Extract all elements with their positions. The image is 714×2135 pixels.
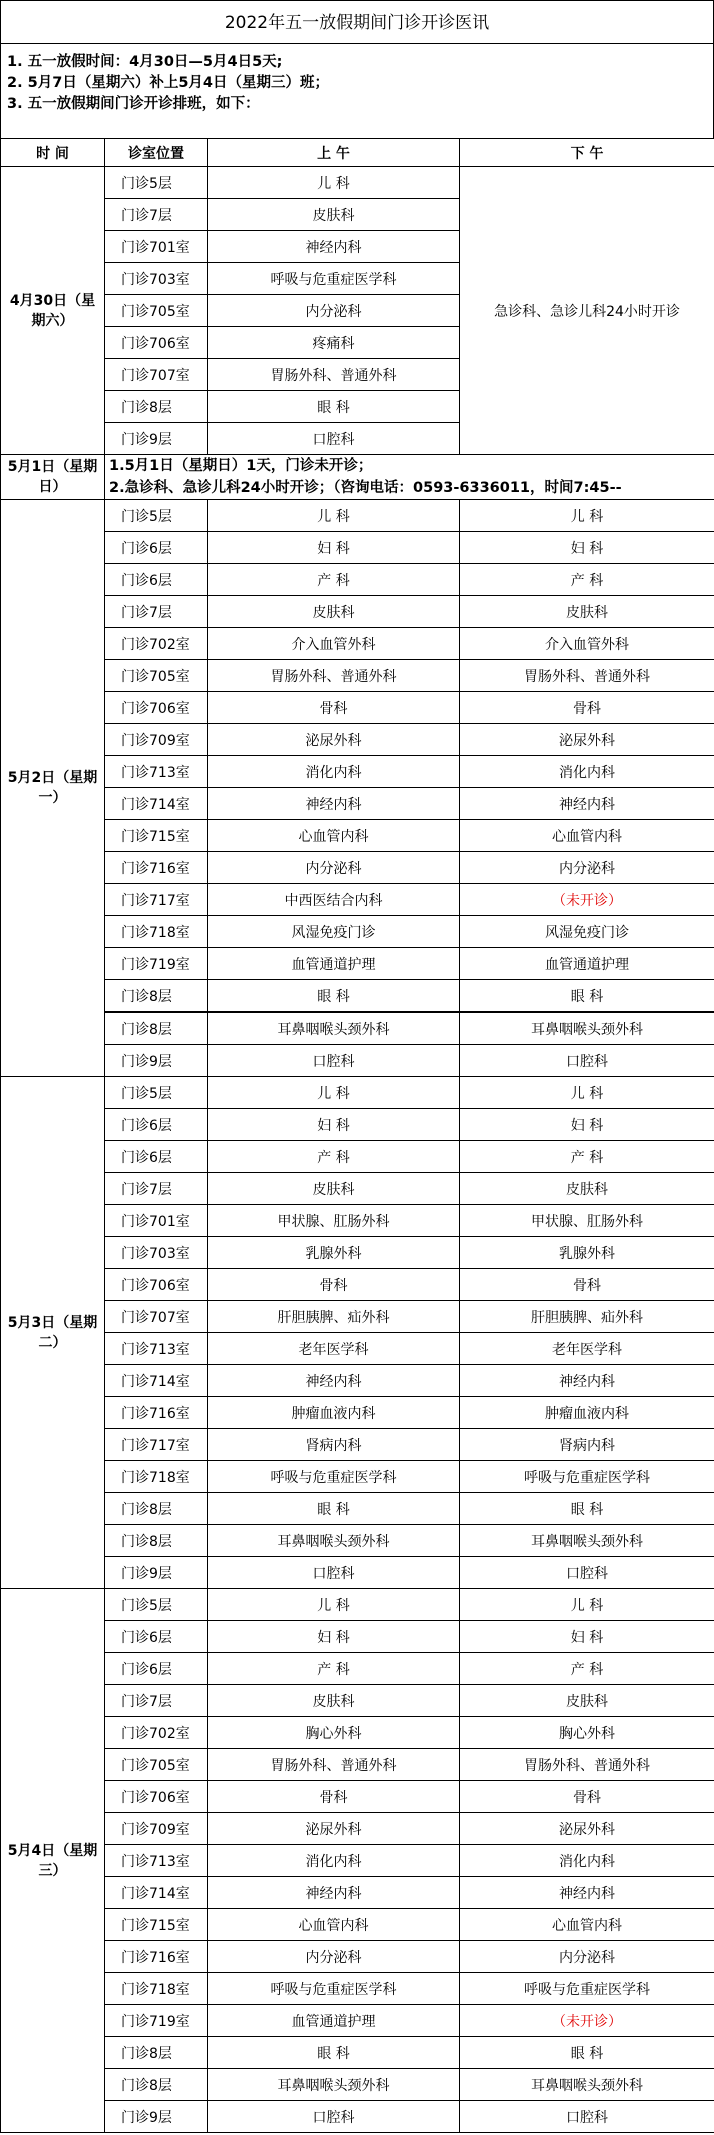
location-cell: 门诊715室 (105, 820, 208, 852)
table-row (1, 820, 714, 852)
am-department-cell: 胃肠外科、普通外科 (208, 359, 460, 391)
location-cell: 门诊9层 (105, 2101, 208, 2133)
location-cell: 门诊707室 (105, 359, 208, 391)
table-row (1, 1237, 714, 1269)
am-department-cell: 耳鼻咽喉头颈外科 (208, 1525, 460, 1557)
table-row (1, 1781, 714, 1813)
am-department-cell: 骨科 (208, 1781, 460, 1813)
location-cell: 门诊7层 (105, 1173, 208, 1205)
pm-department-cell: 泌尿外科 (460, 1813, 714, 1845)
am-department-cell: 肾病内科 (208, 1429, 460, 1461)
date-cell: 5月2日（星期一） (1, 500, 105, 1077)
note-line-1: 1. 五一放假时间：4月30日—5月4日5天; (7, 54, 283, 70)
am-department-cell: 儿 科 (208, 1077, 460, 1109)
table-row (1, 1621, 714, 1653)
pm-department-cell: 口腔科 (460, 2101, 714, 2133)
pm-department-cell: 产 科 (460, 1653, 714, 1685)
am-department-cell: 老年医学科 (208, 1333, 460, 1365)
table-row (1, 1749, 714, 1781)
pm-department-cell: 产 科 (460, 564, 714, 596)
table-row (1, 1909, 714, 1941)
am-department-cell: 疼痛科 (208, 327, 460, 359)
closed-day-info (105, 455, 714, 500)
location-cell: 门诊8层 (105, 2037, 208, 2069)
notes-block (0, 44, 714, 138)
location-cell: 门诊716室 (105, 852, 208, 884)
am-department-cell: 眼 科 (208, 1493, 460, 1525)
location-cell: 门诊714室 (105, 1877, 208, 1909)
am-department-cell: 内分泌科 (208, 852, 460, 884)
table-row (1, 1141, 714, 1173)
pm-department-cell: 乳腺外科 (460, 1237, 714, 1269)
location-cell: 门诊5层 (105, 1077, 208, 1109)
pm-department-cell: 神经内科 (460, 1365, 714, 1397)
am-department-cell: 儿 科 (208, 500, 460, 532)
am-department-cell: 乳腺外科 (208, 1237, 460, 1269)
table-row (1, 884, 714, 916)
am-department-cell: 介入血管外科 (208, 628, 460, 660)
table-row (1, 692, 714, 724)
pm-emergency-cell: 急诊科、急诊儿科24小时开诊 (460, 167, 714, 455)
location-cell: 门诊713室 (105, 1333, 208, 1365)
page-title: 2022年五一放假期间门诊开诊医讯 (0, 0, 714, 44)
pm-department-cell: 皮肤科 (460, 596, 714, 628)
pm-department-cell: 介入血管外科 (460, 628, 714, 660)
location-cell: 门诊716室 (105, 1397, 208, 1429)
table-row (1, 455, 714, 500)
am-department-cell: 神经内科 (208, 788, 460, 820)
header-time: 时 间 (1, 139, 105, 167)
date-cell: 5月4日（星期三） (1, 1589, 105, 2133)
pm-department-cell: 胃肠外科、普通外科 (460, 660, 714, 692)
table-row (1, 1333, 714, 1365)
location-cell: 门诊713室 (105, 756, 208, 788)
am-department-cell: 妇 科 (208, 1109, 460, 1141)
location-cell: 门诊714室 (105, 1365, 208, 1397)
note-line-3: 3. 五一放假期间门诊开诊排班，如下： (7, 96, 260, 112)
am-department-cell: 产 科 (208, 1141, 460, 1173)
pm-department-cell: 口腔科 (460, 1045, 714, 1077)
header-pm: 下 午 (460, 139, 714, 167)
pm-department-cell: 眼 科 (460, 1493, 714, 1525)
am-department-cell: 消化内科 (208, 1845, 460, 1877)
pm-department-cell: 神经内科 (460, 1877, 714, 1909)
location-cell: 门诊7层 (105, 199, 208, 231)
schedule-table (0, 138, 714, 2133)
pm-department-cell: 耳鼻咽喉头颈外科 (460, 1012, 714, 1045)
table-row (1, 1461, 714, 1493)
am-department-cell: 胃肠外科、普通外科 (208, 1749, 460, 1781)
info-line: 1.5月1日（星期日）1天，门诊未开诊； (109, 458, 373, 474)
location-cell: 门诊718室 (105, 916, 208, 948)
location-cell: 门诊5层 (105, 1589, 208, 1621)
table-row (1, 1813, 714, 1845)
am-department-cell: 神经内科 (208, 1877, 460, 1909)
location-cell: 门诊9层 (105, 1557, 208, 1589)
am-department-cell: 肿瘤血液内科 (208, 1397, 460, 1429)
table-row (1, 1301, 714, 1333)
pm-department-cell: 肿瘤血液内科 (460, 1397, 714, 1429)
am-department-cell: 骨科 (208, 692, 460, 724)
am-department-cell: 血管通道护理 (208, 2005, 460, 2037)
location-cell: 门诊714室 (105, 788, 208, 820)
location-cell: 门诊719室 (105, 948, 208, 980)
table-row (1, 1205, 714, 1237)
table-row (1, 2037, 714, 2069)
pm-department-cell: 消化内科 (460, 756, 714, 788)
am-department-cell: 儿 科 (208, 167, 460, 199)
location-cell: 门诊706室 (105, 1269, 208, 1301)
location-cell: 门诊705室 (105, 1749, 208, 1781)
table-row (1, 1493, 714, 1525)
pm-department-cell: 内分泌科 (460, 852, 714, 884)
pm-department-cell: 骨科 (460, 1269, 714, 1301)
table-row (1, 756, 714, 788)
pm-department-cell: 肝胆胰脾、疝外科 (460, 1301, 714, 1333)
pm-department-cell: 肾病内科 (460, 1429, 714, 1461)
location-cell: 门诊5层 (105, 500, 208, 532)
table-row (1, 724, 714, 756)
am-department-cell: 呼吸与危重症医学科 (208, 1973, 460, 2005)
location-cell: 门诊6层 (105, 1109, 208, 1141)
table-row (1, 1365, 714, 1397)
location-cell: 门诊5层 (105, 167, 208, 199)
am-department-cell: 口腔科 (208, 2101, 460, 2133)
am-department-cell: 内分泌科 (208, 295, 460, 327)
table-row (1, 948, 714, 980)
table-row (1, 1973, 714, 2005)
location-cell: 门诊8层 (105, 2069, 208, 2101)
location-cell: 门诊8层 (105, 1493, 208, 1525)
location-cell: 门诊8层 (105, 1012, 208, 1045)
location-cell: 门诊8层 (105, 1525, 208, 1557)
am-department-cell: 口腔科 (208, 423, 460, 455)
location-cell: 门诊701室 (105, 231, 208, 263)
am-department-cell: 消化内科 (208, 756, 460, 788)
am-department-cell: 皮肤科 (208, 1173, 460, 1205)
pm-department-cell: 口腔科 (460, 1557, 714, 1589)
table-row (1, 1012, 714, 1045)
am-department-cell: 血管通道护理 (208, 948, 460, 980)
location-cell: 门诊8层 (105, 391, 208, 423)
pm-department-cell: 眼 科 (460, 2037, 714, 2069)
location-cell: 门诊9层 (105, 1045, 208, 1077)
location-cell: 门诊718室 (105, 1461, 208, 1493)
am-department-cell: 骨科 (208, 1269, 460, 1301)
table-row (1, 1717, 714, 1749)
location-cell: 门诊709室 (105, 724, 208, 756)
pm-department-cell: 儿 科 (460, 500, 714, 532)
am-department-cell: 眼 科 (208, 980, 460, 1013)
pm-department-cell: 耳鼻咽喉头颈外科 (460, 1525, 714, 1557)
table-row (1, 660, 714, 692)
location-cell: 门诊6层 (105, 564, 208, 596)
am-department-cell: 耳鼻咽喉头颈外科 (208, 2069, 460, 2101)
am-department-cell: 皮肤科 (208, 1685, 460, 1717)
note-line-2: 2. 5月7日（星期六）补上5月4日（星期三）班； (7, 75, 330, 91)
am-department-cell: 中西医结合内科 (208, 884, 460, 916)
am-department-cell: 皮肤科 (208, 596, 460, 628)
location-cell: 门诊717室 (105, 1429, 208, 1461)
am-department-cell: 甲状腺、肛肠外科 (208, 1205, 460, 1237)
location-cell: 门诊719室 (105, 2005, 208, 2037)
pm-closed-cell: （未开诊） (460, 884, 714, 916)
pm-department-cell: 胸心外科 (460, 1717, 714, 1749)
table-row (1, 1589, 714, 1621)
location-cell: 门诊9层 (105, 423, 208, 455)
am-department-cell: 泌尿外科 (208, 1813, 460, 1845)
table-row (1, 167, 714, 199)
table-row (1, 1845, 714, 1877)
location-cell: 门诊6层 (105, 532, 208, 564)
am-department-cell: 心血管内科 (208, 820, 460, 852)
location-cell: 门诊705室 (105, 295, 208, 327)
am-department-cell: 心血管内科 (208, 1909, 460, 1941)
table-row (1, 1941, 714, 1973)
table-row (1, 1045, 714, 1077)
location-cell: 门诊6层 (105, 1141, 208, 1173)
location-cell: 门诊706室 (105, 327, 208, 359)
location-cell: 门诊7层 (105, 1685, 208, 1717)
pm-department-cell: 血管通道护理 (460, 948, 714, 980)
date-cell: 5月1日（星期日） (1, 455, 105, 500)
pm-department-cell: 老年医学科 (460, 1333, 714, 1365)
table-row (1, 564, 714, 596)
pm-department-cell: 甲状腺、肛肠外科 (460, 1205, 714, 1237)
pm-department-cell: 泌尿外科 (460, 724, 714, 756)
location-cell: 门诊703室 (105, 1237, 208, 1269)
table-row (1, 1685, 714, 1717)
location-cell: 门诊706室 (105, 1781, 208, 1813)
am-department-cell: 呼吸与危重症医学科 (208, 263, 460, 295)
pm-department-cell: 心血管内科 (460, 1909, 714, 1941)
pm-department-cell: 风湿免疫门诊 (460, 916, 714, 948)
pm-department-cell: 皮肤科 (460, 1173, 714, 1205)
pm-department-cell: 神经内科 (460, 788, 714, 820)
am-department-cell: 神经内科 (208, 231, 460, 263)
pm-department-cell: 内分泌科 (460, 1941, 714, 1973)
am-department-cell: 眼 科 (208, 2037, 460, 2069)
location-cell: 门诊715室 (105, 1909, 208, 1941)
location-cell: 门诊7层 (105, 596, 208, 628)
location-cell: 门诊706室 (105, 692, 208, 724)
table-row (1, 628, 714, 660)
am-department-cell: 皮肤科 (208, 199, 460, 231)
table-row (1, 1109, 714, 1141)
am-department-cell: 风湿免疫门诊 (208, 916, 460, 948)
am-department-cell: 神经内科 (208, 1365, 460, 1397)
am-department-cell: 肝胆胰脾、疝外科 (208, 1301, 460, 1333)
pm-department-cell: 儿 科 (460, 1589, 714, 1621)
table-row (1, 1173, 714, 1205)
table-row (1, 596, 714, 628)
table-row (1, 980, 714, 1013)
table-row (1, 2101, 714, 2133)
table-row (1, 1557, 714, 1589)
pm-department-cell: 儿 科 (460, 1077, 714, 1109)
pm-department-cell: 妇 科 (460, 1621, 714, 1653)
am-department-cell: 口腔科 (208, 1557, 460, 1589)
location-cell: 门诊701室 (105, 1205, 208, 1237)
location-cell: 门诊718室 (105, 1973, 208, 2005)
table-row (1, 500, 714, 532)
pm-department-cell: 皮肤科 (460, 1685, 714, 1717)
table-row (1, 2069, 714, 2101)
table-row (1, 2005, 714, 2037)
pm-department-cell: 骨科 (460, 692, 714, 724)
pm-department-cell: 心血管内科 (460, 820, 714, 852)
am-department-cell: 眼 科 (208, 391, 460, 423)
table-row (1, 1077, 714, 1109)
location-cell: 门诊716室 (105, 1941, 208, 1973)
location-cell: 门诊707室 (105, 1301, 208, 1333)
location-cell: 门诊705室 (105, 660, 208, 692)
info-line: 2.急诊科、急诊儿科24小时开诊；（咨询电话：0593-6336011，时间7:45-- (109, 480, 622, 496)
am-department-cell: 产 科 (208, 564, 460, 596)
location-cell: 门诊702室 (105, 628, 208, 660)
am-department-cell: 内分泌科 (208, 1941, 460, 1973)
table-header-row (1, 139, 714, 167)
pm-department-cell: 妇 科 (460, 532, 714, 564)
location-cell: 门诊709室 (105, 1813, 208, 1845)
location-cell: 门诊717室 (105, 884, 208, 916)
pm-department-cell: 骨科 (460, 1781, 714, 1813)
pm-department-cell: 消化内科 (460, 1845, 714, 1877)
pm-closed-cell: （未开诊） (460, 2005, 714, 2037)
table-row (1, 1429, 714, 1461)
pm-department-cell: 呼吸与危重症医学科 (460, 1973, 714, 2005)
table-row (1, 852, 714, 884)
location-cell: 门诊713室 (105, 1845, 208, 1877)
location-cell: 门诊6层 (105, 1621, 208, 1653)
location-cell: 门诊6层 (105, 1653, 208, 1685)
pm-department-cell: 耳鼻咽喉头颈外科 (460, 2069, 714, 2101)
location-cell: 门诊8层 (105, 980, 208, 1013)
am-department-cell: 口腔科 (208, 1045, 460, 1077)
date-cell: 5月3日（星期二） (1, 1077, 105, 1589)
am-department-cell: 耳鼻咽喉头颈外科 (208, 1012, 460, 1045)
pm-department-cell: 产 科 (460, 1141, 714, 1173)
am-department-cell: 胃肠外科、普通外科 (208, 660, 460, 692)
table-row (1, 532, 714, 564)
pm-department-cell: 胃肠外科、普通外科 (460, 1749, 714, 1781)
am-department-cell: 妇 科 (208, 1621, 460, 1653)
header-am: 上 午 (208, 139, 460, 167)
table-row (1, 1397, 714, 1429)
am-department-cell: 泌尿外科 (208, 724, 460, 756)
am-department-cell: 胸心外科 (208, 1717, 460, 1749)
am-department-cell: 产 科 (208, 1653, 460, 1685)
location-cell: 门诊703室 (105, 263, 208, 295)
pm-department-cell: 眼 科 (460, 980, 714, 1013)
table-row (1, 1269, 714, 1301)
pm-department-cell: 呼吸与危重症医学科 (460, 1461, 714, 1493)
location-cell: 门诊702室 (105, 1717, 208, 1749)
table-row (1, 1653, 714, 1685)
header-location: 诊室位置 (105, 139, 208, 167)
table-row (1, 1877, 714, 1909)
pm-department-cell: 妇 科 (460, 1109, 714, 1141)
am-department-cell: 妇 科 (208, 532, 460, 564)
am-department-cell: 儿 科 (208, 1589, 460, 1621)
table-row (1, 916, 714, 948)
table-row (1, 1525, 714, 1557)
date-cell: 4月30日（星期六） (1, 167, 105, 455)
table-row (1, 788, 714, 820)
am-department-cell: 呼吸与危重症医学科 (208, 1461, 460, 1493)
